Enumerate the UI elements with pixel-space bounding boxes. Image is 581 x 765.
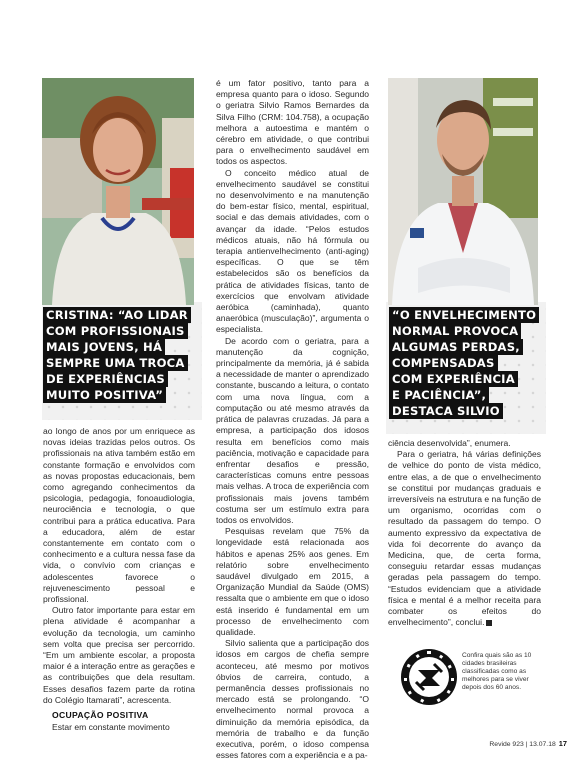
caption-line: COMPENSADAS <box>389 355 498 371</box>
paragraph-text: Para o geriatra, há várias definições de velhice do ponto de vista médico, entre elas, a de que o envelhecimento se constitui por mudanças graduais e irreversíveis na estrutura e na função de um organismo, ocorridas com o resultado da passagem do tempo. O aumento expressivo da expectativa de vida foi decorrente do avanço da Medicina, que, de certa forma, conseguiu retardar essas mudanças geradas pela passagem do tempo. “Estudos evidenciam que a atividade física e mental é a melhor receita para combater os efeitos do envelhecimento”, conclui. <box>388 449 541 628</box>
caption-line: MAIS JOVENS, HÁ <box>43 339 165 355</box>
article-column-2 <box>216 78 369 761</box>
paragraph: De acordo com o geriatra, para a manutenção da cognição, principalmente da memória, já é sabida a necessidade de manter o aprendizado constante, buscando a leitura, o contato com uma nova língua, com a computação ou até mesmo através da prática de palavras cruzadas. Já para a empresa, a participação dos idosos resulta em benefícios como mais paciência, motivação e capacidade para enfrentar desafios e pressão, características comuns entre pessoas mais velhas. A troca de experiência com profissionais mais jovens também costuma ser um estímulo extra para todos os envolvidos. <box>216 335 369 525</box>
caption-line: COM EXPERIÊNCIA <box>389 371 518 387</box>
issue-info: Revide 923 | 13.07.18 <box>489 741 556 748</box>
city-ranking-seal-icon <box>400 648 458 706</box>
caption-line: DESTACA SILVIO <box>389 403 503 419</box>
paragraph: Estar em constante movimento <box>52 722 170 733</box>
caption-line: NORMAL PROVOCA <box>389 323 521 339</box>
end-of-article-icon <box>486 620 492 626</box>
caption-line: MUITO POSITIVA” <box>43 387 166 403</box>
paragraph <box>388 449 541 628</box>
caption-cristina <box>43 307 203 403</box>
paragraph: O conceito médico atual de envelhecimento saudável se constitui no desenvolvimento e na manutenção do bem-estar físico, mental, espiritual, social e das demais atividades, com o avançar da idade. “Pelos estudos médicos atuais, não há fórmula ou terapia antienvelhecimento (anti-aging) específicas. O que se têm estabelecidos são os benefícios da prática de atividades físicas, tanto de exercícios que envolvam atividade aeróbica (caminhada), quanto anaeróbica (musculação)”, argumenta o especialista. <box>216 167 369 335</box>
caption-line: ALGUMAS PERDAS, <box>389 339 523 355</box>
paragraph: Silvio salienta que a participação dos idosos em cargos de chefia sempre aconteceu, até mesmo por motivos óbvios de carreira, contudo, a permanência desses profissionais no mercado está se prolongando. “O envelhecimento normal provoca a diminuição da memória episódica, da memória de trabalho e da função executiva, porém, o idoso compensa esses fatores com a experiência e a pa- <box>216 638 369 761</box>
paragraph: ao longo de anos por um enriquece as novas ideias trazidas pelos outros. Os profissionais na ativa também estão em constante formação e envolvidos com as novas propostas educacionais, bem como agregando conhecimentos da psicologia, pedagogia, fonoaudiologia, neurociência e tecnologia, o que contribui para a prática educativa. Para a educadora, além de estar constantemente em contato com o conhecimento e a cultura nessa fase da vida, o convívio com crianças e adolescentes favorece o rejuvenescimento pessoal e profissional. <box>43 426 195 605</box>
paragraph: Pesquisas revelam que 75% da longevidade está relacionada aos hábitos e apenas 25% aos genes. Em relatório sobre envelhecimento saudável divulgado em 2015, a Organização Mundial da Saúde (OMS) ressalta que o ambiente em que o idoso está inserido é fundamental em um processo de envelhecimento com qualidade. <box>216 526 369 637</box>
caption-silvio <box>389 307 549 419</box>
paragraph: é um fator positivo, tanto para a empresa quanto para o idoso. Segundo o geriatra Silvio Ramos Bernardes da Silva Filho (CRM: 104.758), a ocupação melhora a autoestima e mantém o cérebro em atividade, o que contribui para o envelhecimento saudável em todos os aspectos. <box>216 78 369 167</box>
article-column-1 <box>43 426 195 733</box>
article-column-3 <box>388 438 541 628</box>
caption-line: CRISTINA: “AO LIDAR <box>43 307 191 323</box>
caption-line: E PACIÊNCIA”, <box>389 387 489 403</box>
seal-note: Confira quais são as 10 cidades brasileiras classificadas como as melhores para se viver depois dos 60 anos. <box>462 652 532 691</box>
caption-line: COM PROFISSIONAIS <box>43 323 188 339</box>
paragraph: Outro fator importante para estar em plena atividade é acompanhar a evolução da tecnologia, um caminho sem volta que precisa ser percorrido. “Em um ambiente escolar, a proposta maior é a interação entre as gerações e as contribuições que dela resultam. Esses desafios fazem parte da rotina do Colégio Itamarati”, acrescenta. <box>43 605 195 705</box>
page-footer <box>489 739 567 748</box>
paragraph: ciência desenvolvida”, enumera. <box>388 438 511 448</box>
section-heading: OCUPAÇÃO POSITIVA <box>52 710 149 721</box>
photo-cristina <box>42 78 194 305</box>
caption-line: DE EXPERIÊNCIAS <box>43 371 168 387</box>
page-number: 17 <box>558 739 567 748</box>
photo-silvio <box>388 78 538 305</box>
caption-line: “O ENVELHECIMENTO <box>389 307 539 323</box>
caption-line: SEMPRE UMA TROCA <box>43 355 188 371</box>
